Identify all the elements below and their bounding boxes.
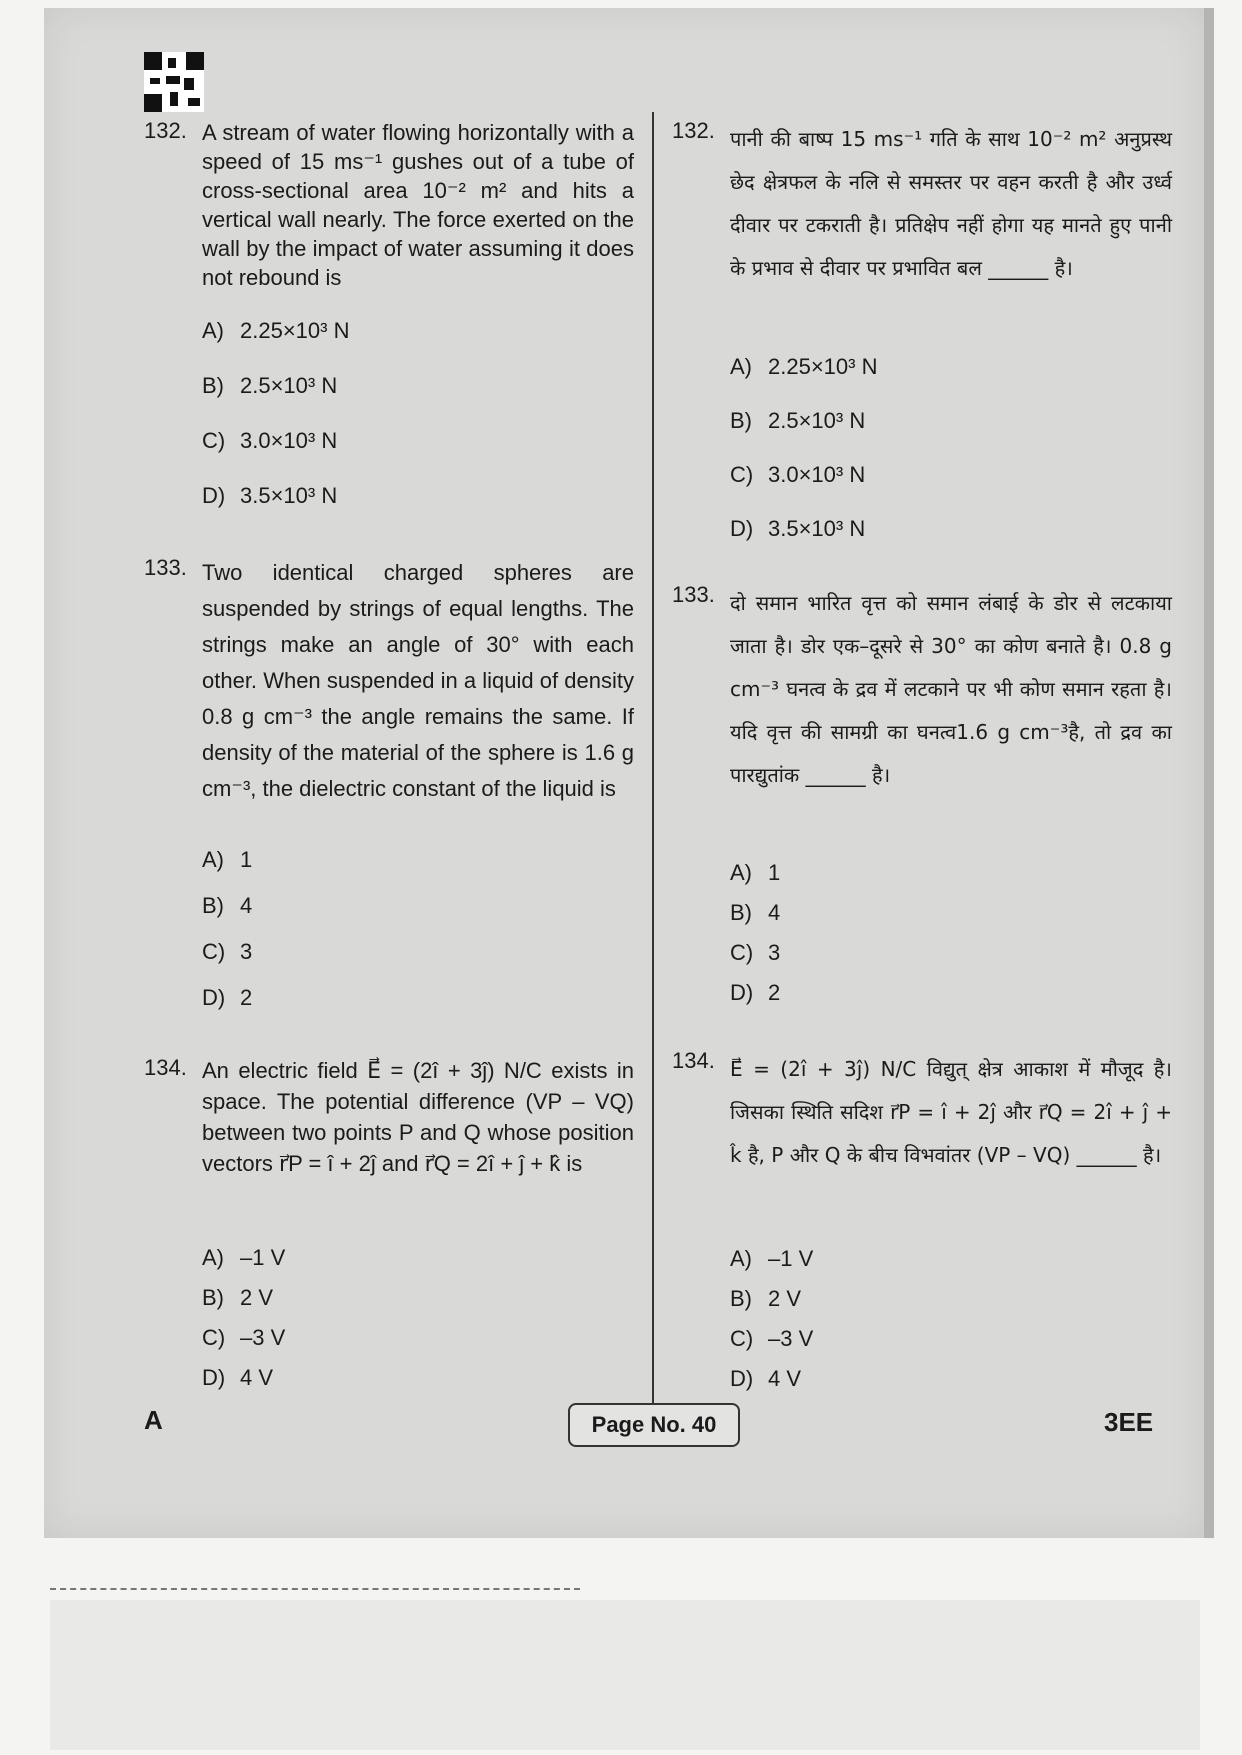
question-number: 133. <box>144 555 187 580</box>
option-a[interactable]: A) 2.25×10³ N <box>730 354 878 379</box>
question-text: E⃗ = (2î + 3ĵ) N/C विद्युत् क्षेत्र आकाश में मौजूद है। जिसका स्थिति सदिश r⃗P = î + 2ĵ और r⃗Q = 2î + ĵ + k̂ है, P और Q के बीच विभवांतर (VP – VQ) ______ है। <box>730 1057 1172 1167</box>
question-text: A stream of water flowing horizontally with a speed of 15 ms⁻¹ gushes out of a tube of cross-sectional area 10⁻² m² and hits a vertical wall nearly. The force exerted on the wall by the impact of water assuming it does not rebound is <box>202 120 634 290</box>
page-margin <box>50 1600 1200 1750</box>
option-d[interactable]: D) 4 V <box>730 1366 802 1391</box>
question-number: 134. <box>144 1055 187 1080</box>
column-divider <box>652 112 654 1412</box>
option-b[interactable]: B) 4 <box>202 893 253 918</box>
question-number: 132. <box>144 118 187 143</box>
option-d[interactable]: D) 4 V <box>202 1365 274 1390</box>
option-a[interactable]: A) 1 <box>730 860 781 885</box>
option-c[interactable]: C) –3 V <box>730 1326 814 1351</box>
question-text: Two identical charged spheres are suspended by strings of equal lengths. The strings make an angle of 30° with each other. When suspended in a liquid of density 0.8 g cm⁻³ the angle remains the same. If density of the material of the sphere is 1.6 g cm⁻³, the dielectric constant of the liquid is <box>202 560 634 801</box>
question-text: An electric field E⃗ = (2î + 3ĵ) N/C exists in space. The potential difference (VP – VQ) between two points P and Q whose position vectors r⃗P = î + 2ĵ and r⃗Q = 2î + ĵ + k̂ is <box>202 1058 634 1176</box>
question-number: 132. <box>672 118 715 143</box>
question-number: 133. <box>672 582 715 607</box>
option-c[interactable]: C) 3.0×10³ N <box>202 428 338 453</box>
cut-line <box>50 1588 580 1590</box>
option-b[interactable]: B) 4 <box>730 900 781 925</box>
option-c[interactable]: C) –3 V <box>202 1325 286 1350</box>
option-a[interactable]: A) –1 V <box>730 1246 814 1271</box>
qr-code-icon <box>144 52 204 112</box>
page-number: Page No. 40 <box>568 1403 740 1447</box>
option-d[interactable]: D) 2 <box>730 980 781 1005</box>
option-c[interactable]: C) 3 <box>202 939 253 964</box>
option-d[interactable]: D) 3.5×10³ N <box>730 516 866 541</box>
paper-code: 3EE <box>1104 1407 1154 1437</box>
option-b[interactable]: B) 2 V <box>730 1286 802 1311</box>
option-b[interactable]: B) 2.5×10³ N <box>202 373 338 398</box>
option-b[interactable]: B) 2 V <box>202 1285 274 1310</box>
option-a[interactable]: A) 2.25×10³ N <box>202 318 350 343</box>
question-number: 134. <box>672 1048 715 1073</box>
series-code: A <box>144 1405 163 1435</box>
question-text: दो समान भारित वृत्त को समान लंबाई के डोर से लटकाया जाता है। डोर एक–दूसरे से 30° का कोण बनाते है। 0.8 g cm⁻³ घनत्व के द्रव में लटकाने पर भी कोण समान रहता है। यदि वृत्त की सामग्री का घनत्व1.6 g cm⁻³है, तो द्रव का पारद्युतांक ______ है। <box>730 591 1172 787</box>
option-c[interactable]: C) 3.0×10³ N <box>730 462 866 487</box>
option-b[interactable]: B) 2.5×10³ N <box>730 408 866 433</box>
option-d[interactable]: D) 2 <box>202 985 253 1010</box>
option-d[interactable]: D) 3.5×10³ N <box>202 483 338 508</box>
option-a[interactable]: A) 1 <box>202 847 253 872</box>
question-text: पानी की बाष्प 15 ms⁻¹ गति के साथ 10⁻² m² अनुप्रस्थ छेद क्षेत्रफल के नलि से समस्तर पर वहन करती है और उर्ध्व दीवार पर टकराती है। प्रतिक्षेप नहीं होगा यह मानते हुए पानी के प्रभाव से दीवार पर प्रभावित बल ______ है। <box>730 127 1172 280</box>
option-c[interactable]: C) 3 <box>730 940 781 965</box>
option-a[interactable]: A) –1 V <box>202 1245 286 1270</box>
